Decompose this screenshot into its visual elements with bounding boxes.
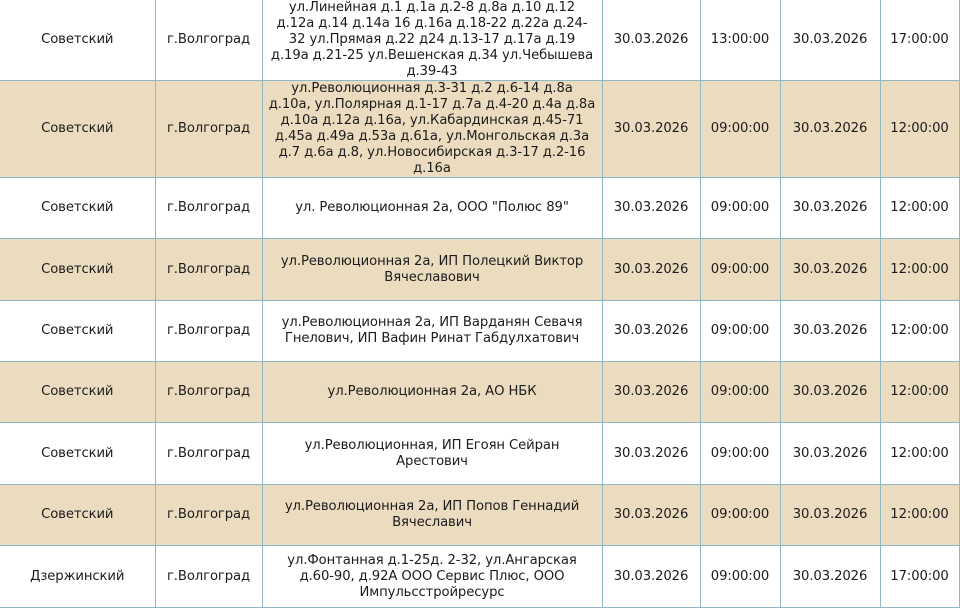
city-cell: г.Волгоград <box>155 0 262 81</box>
end-time-cell: 12:00:00 <box>880 301 959 362</box>
table-row <box>0 423 959 485</box>
end-time-cell: 12:00:00 <box>880 178 959 239</box>
end-time-cell: 17:00:00 <box>880 0 959 81</box>
start-date-cell: 30.03.2026 <box>602 485 700 546</box>
end-time-cell: 12:00:00 <box>880 423 959 485</box>
table-row <box>0 239 959 301</box>
end-date-cell: 30.03.2026 <box>780 178 880 239</box>
district-cell: Советский <box>0 485 155 546</box>
address-cell: ул.Революционная 2а, ИП Попов Геннадий Вячеславич <box>262 485 602 546</box>
start-date-cell: 30.03.2026 <box>602 239 700 301</box>
address-cell: ул.Революционная, ИП Егоян Сейран Арестович <box>262 423 602 485</box>
start-time-cell: 09:00:00 <box>700 239 780 301</box>
end-date-cell: 30.03.2026 <box>780 546 880 608</box>
start-time-cell: 13:00:00 <box>700 0 780 81</box>
table-row <box>0 301 959 362</box>
table-row <box>0 485 959 546</box>
city-cell: г.Волгоград <box>155 301 262 362</box>
district-cell: Советский <box>0 239 155 301</box>
start-date-cell: 30.03.2026 <box>602 0 700 81</box>
end-date-cell: 30.03.2026 <box>780 239 880 301</box>
table-row <box>0 546 959 608</box>
address-cell: ул.Фонтанная д.1-25д. 2-32, ул.Ангарская д.60-90, д.92А ООО Сервис Плюс, ООО Импульсстройресурс <box>262 546 602 608</box>
district-cell: Советский <box>0 81 155 178</box>
city-cell: г.Волгоград <box>155 178 262 239</box>
address-cell: ул.Революционная д.3-31 д.2 д.6-14 д.8а д.10а, ул.Полярная д.1-17 д.7а д.4-20 д.4а д.8а д.10а д.12а д.16а, ул.Кабардинская д.45-71 д.45а д.49а д.53а д.61а, ул.Монгольская д.3а д.7 д.6а д.8, ул.Новосибирская д.3-17 д.2-16 д.16а <box>262 81 602 178</box>
district-cell: Советский <box>0 178 155 239</box>
district-cell: Дзержинский <box>0 546 155 608</box>
start-time-cell: 09:00:00 <box>700 485 780 546</box>
address-cell: ул.Революционная 2а, ИП Полецкий Виктор Вячеславович <box>262 239 602 301</box>
table-row <box>0 178 959 239</box>
end-time-cell: 12:00:00 <box>880 362 959 423</box>
start-time-cell: 09:00:00 <box>700 362 780 423</box>
end-date-cell: 30.03.2026 <box>780 362 880 423</box>
district-cell: Советский <box>0 0 155 81</box>
end-date-cell: 30.03.2026 <box>780 301 880 362</box>
start-time-cell: 09:00:00 <box>700 178 780 239</box>
end-time-cell: 12:00:00 <box>880 485 959 546</box>
address-cell: ул.Революционная 2а, ИП Варданян Севачя Гнелович, ИП Вафин Ринат Габдулхатович <box>262 301 602 362</box>
table-row <box>0 0 959 81</box>
table-row <box>0 362 959 423</box>
city-cell: г.Волгоград <box>155 485 262 546</box>
end-date-cell: 30.03.2026 <box>780 0 880 81</box>
start-time-cell: 09:00:00 <box>700 81 780 178</box>
start-date-cell: 30.03.2026 <box>602 423 700 485</box>
address-cell: ул. Революционная 2а, ООО "Полюс 89" <box>262 178 602 239</box>
city-cell: г.Волгоград <box>155 423 262 485</box>
start-time-cell: 09:00:00 <box>700 423 780 485</box>
city-cell: г.Волгоград <box>155 239 262 301</box>
district-cell: Советский <box>0 301 155 362</box>
start-date-cell: 30.03.2026 <box>602 546 700 608</box>
district-cell: Советский <box>0 362 155 423</box>
end-time-cell: 12:00:00 <box>880 81 959 178</box>
end-date-cell: 30.03.2026 <box>780 485 880 546</box>
start-date-cell: 30.03.2026 <box>602 178 700 239</box>
start-date-cell: 30.03.2026 <box>602 362 700 423</box>
address-cell: ул.Революционная 2а, АО НБК <box>262 362 602 423</box>
end-date-cell: 30.03.2026 <box>780 81 880 178</box>
table-row <box>0 81 959 178</box>
start-date-cell: 30.03.2026 <box>602 301 700 362</box>
start-date-cell: 30.03.2026 <box>602 81 700 178</box>
city-cell: г.Волгоград <box>155 362 262 423</box>
start-time-cell: 09:00:00 <box>700 546 780 608</box>
district-cell: Советский <box>0 423 155 485</box>
end-time-cell: 17:00:00 <box>880 546 959 608</box>
end-date-cell: 30.03.2026 <box>780 423 880 485</box>
city-cell: г.Волгоград <box>155 81 262 178</box>
start-time-cell: 09:00:00 <box>700 301 780 362</box>
city-cell: г.Волгоград <box>155 546 262 608</box>
address-cell: ул.Линейная д.1 д.1а д.2-8 д.8а д.10 д.12 д.12а д.14 д.14а 16 д.16а д.18-22 д.22а д.24-32 ул.Прямая д.22 д24 д.13-17 д.17а д.19 д.19а д.21-25 ул.Вешенская д.34 ул.Чебышева д.39-43 <box>262 0 602 81</box>
end-time-cell: 12:00:00 <box>880 239 959 301</box>
